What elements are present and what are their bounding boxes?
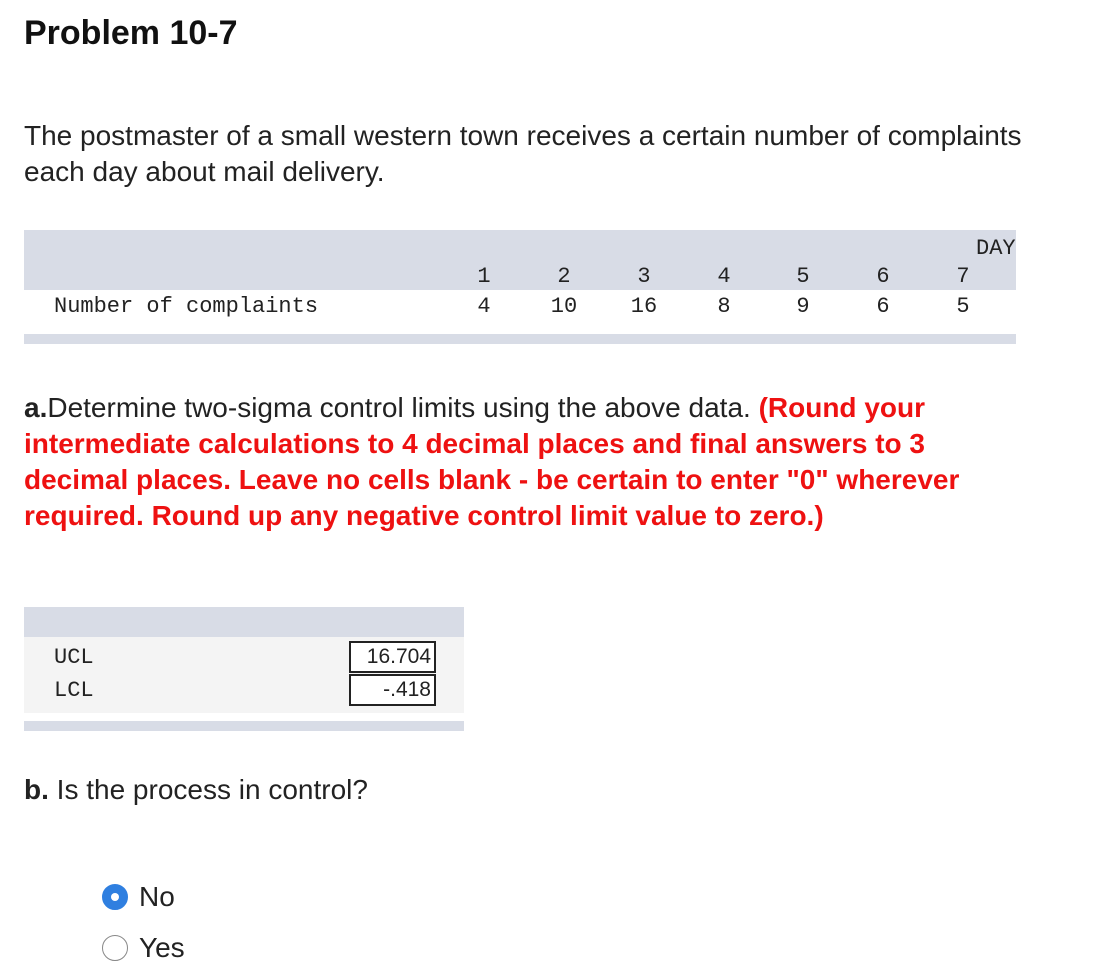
complaint-count: 16 — [630, 294, 658, 319]
problem-intro: The postmaster of a small western town receives a certain number of complaints each day about mail delivery. — [24, 120, 1022, 187]
radio-label-no: No — [139, 881, 175, 912]
complaint-count: 8 — [717, 294, 731, 319]
radio-selected-icon[interactable] — [102, 884, 128, 910]
day-number: 7 — [956, 264, 970, 289]
limits-footer-band — [24, 721, 464, 731]
table-footer-band — [24, 334, 1016, 344]
complaints-data-table — [24, 230, 1016, 344]
radio-option-no[interactable] — [102, 881, 175, 913]
question-a-letter: a. — [24, 392, 48, 423]
complaint-count: 4 — [477, 294, 491, 319]
control-limits-table — [24, 607, 464, 731]
lcl-label: LCL — [54, 678, 94, 703]
complaint-count: 9 — [796, 294, 810, 319]
question-a — [24, 390, 984, 534]
day-number: 6 — [876, 264, 890, 289]
complaint-count: 5 — [956, 294, 970, 319]
ucl-label: UCL — [54, 645, 94, 670]
radio-unselected-icon[interactable] — [102, 935, 128, 961]
radio-label-yes: Yes — [139, 932, 185, 963]
problem-title: Problem 10-7 — [24, 14, 238, 52]
day-number: 3 — [637, 264, 651, 289]
ucl-input[interactable] — [349, 641, 436, 673]
complaint-count: 6 — [876, 294, 890, 319]
day-header: DAY — [976, 236, 1016, 261]
complaints-row-label: Number of complaints — [54, 294, 319, 319]
day-number: 4 — [717, 264, 731, 289]
complaint-count: 10 — [550, 294, 578, 319]
question-a-text: Determine two-sigma control limits using the above data. — [47, 392, 759, 423]
day-number: 5 — [796, 264, 810, 289]
day-number: 1 — [477, 264, 491, 289]
question-a-rounding-note: (Round your intermediate calculations to 4 decimal places and final answers to 3 decimal places. Leave no cells blank - be certain to enter "0" wherever required. Round up any negative control limit value to zero.) — [24, 392, 960, 531]
day-number: 2 — [557, 264, 571, 289]
radio-option-yes[interactable] — [102, 932, 185, 964]
question-b-text: Is the process in control? — [48, 774, 368, 805]
question-b — [24, 774, 368, 806]
question-b-letter: b. — [24, 774, 49, 805]
limits-header-band — [24, 607, 464, 637]
lcl-input[interactable] — [349, 674, 436, 706]
